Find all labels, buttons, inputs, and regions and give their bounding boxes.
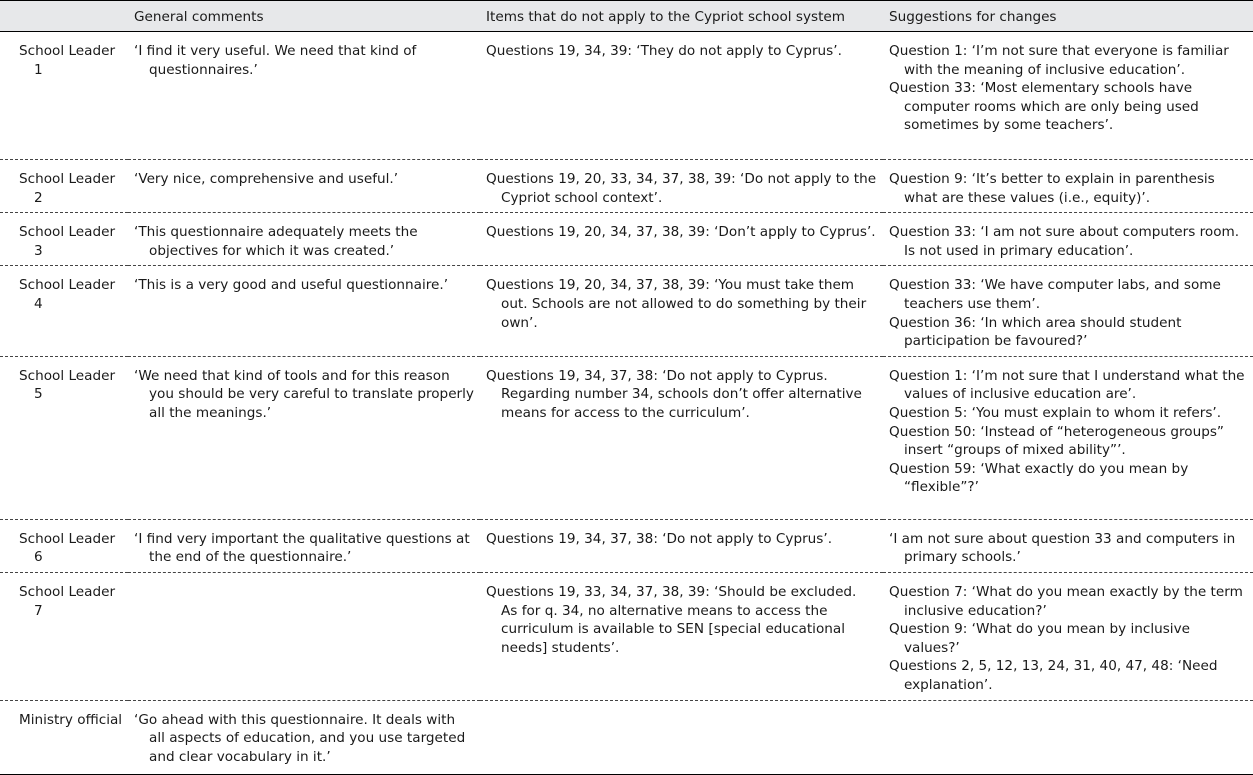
- table-body: [0, 32, 1253, 775]
- respondent-cell: [0, 32, 128, 160]
- general-comment-cell: [128, 160, 480, 213]
- suggestion-item: Question 5: ‘You must explain to whom it refers’.: [889, 404, 1222, 421]
- items-cell-text: Questions 19, 33, 34, 37, 38, 39: ‘Should be excluded. As for q. 34, no alternative means to access the curriculum is available to SEN [special educational needs] students’.: [486, 583, 857, 656]
- general-comment-cell: [128, 213, 480, 266]
- items-cell-text: Questions 19, 34, 37, 38: ‘Do not apply to Cyprus. Regarding number 34, schools don’t offer alternative means for access to the curriculum’.: [486, 367, 862, 421]
- respondent-cell-text: Ministry official: [19, 711, 123, 728]
- respondent-cell-text: School Leader 2: [19, 171, 116, 206]
- general-comment-cell-text: ‘Very nice, comprehensive and useful.’: [134, 171, 399, 187]
- header-general-comments: General comments: [128, 1, 480, 32]
- items-cell-text: Questions 19, 34, 39: ‘They do not apply to Cyprus’.: [486, 43, 842, 59]
- suggestion-item: Question 36: ‘In which area should student participation be favoured?’: [889, 314, 1182, 350]
- table-row: [0, 32, 1253, 160]
- general-comment-cell: [128, 356, 480, 519]
- items-cell: [480, 572, 883, 700]
- items-cell: [480, 700, 883, 774]
- general-comment-cell-text: ‘I find very important the qualitative questions at the end of the questionnaire.’: [134, 530, 470, 566]
- respondent-cell: [0, 572, 128, 700]
- items-cell-text: Questions 19, 20, 33, 34, 37, 38, 39: ‘Do not apply to the Cypriot school context’.: [486, 171, 877, 206]
- suggestions-cell: [883, 266, 1253, 356]
- respondent-cell: [0, 700, 128, 774]
- header-row: [0, 1, 1253, 32]
- general-comment-cell-text: ‘This is a very good and useful questionnaire.’: [134, 277, 449, 294]
- items-cell-text: Questions 19, 20, 34, 37, 38, 39: ‘Don’t apply to Cyprus’.: [486, 224, 876, 241]
- respondent-cell-text: School Leader 3: [19, 224, 116, 259]
- suggestions-cell: [883, 160, 1253, 213]
- items-cell: [480, 32, 883, 160]
- respondent-cell: [0, 160, 128, 213]
- respondent-cell-text: School Leader 7: [19, 583, 116, 619]
- suggestions-cell: [883, 519, 1253, 572]
- suggestion-item: Question 1: ‘I’m not sure that I understand what the values of inclusive education are’.: [889, 367, 1245, 403]
- respondent-cell-text: School Leader 1: [19, 43, 116, 78]
- respondent-cell-text: School Leader 6: [19, 530, 116, 566]
- general-comment-cell: [128, 519, 480, 572]
- respondent-cell: [0, 356, 128, 519]
- suggestion-item: Question 7: ‘What do you mean exactly by the term inclusive education?’: [889, 583, 1243, 619]
- general-comment-cell: [128, 32, 480, 160]
- table-row: [0, 519, 1253, 572]
- respondent-cell-text: School Leader 5: [19, 367, 116, 403]
- suggestion-item: Question 1: ‘I’m not sure that everyone is familiar with the meaning of inclusive education’.: [889, 43, 1229, 78]
- table-header: [0, 1, 1253, 32]
- suggestions-cell: [883, 32, 1253, 160]
- items-cell-text: Questions 19, 20, 34, 37, 38, 39: ‘You must take them out. Schools are not allowed to do something by their own’.: [486, 277, 867, 331]
- items-cell: [480, 519, 883, 572]
- general-comment-cell-text: ‘I find it very useful. We need that kind of questionnaires.’: [134, 43, 417, 78]
- table-row: [0, 700, 1253, 774]
- header-suggestions: Suggestions for changes: [883, 1, 1253, 32]
- suggestion-item: Question 33: ‘We have computer labs, and some teachers use them’.: [889, 277, 1221, 312]
- items-cell: [480, 160, 883, 213]
- suggestion-item: Question 50: ‘Instead of “heterogeneous groups” insert “groups of mixed ability”’.: [889, 423, 1224, 459]
- items-cell-text: Questions 19, 34, 37, 38: ‘Do not apply to Cyprus’.: [486, 530, 833, 547]
- table-row: [0, 213, 1253, 266]
- general-comment-cell-text: ‘Go ahead with this questionnaire. It deals with all aspects of education, and you use targeted and clear vocabulary in it.’: [134, 711, 466, 765]
- suggestion-item: Question 33: ‘Most elementary schools have computer rooms which are only being used sometimes by some teachers’.: [889, 80, 1199, 134]
- suggestion-item: Question 33: ‘I am not sure about computers room. Is not used in primary education’.: [889, 224, 1240, 259]
- suggestion-item: Question 59: ‘What exactly do you mean by “flexible”?’: [889, 460, 1189, 496]
- table-row: [0, 266, 1253, 356]
- respondent-cell: [0, 213, 128, 266]
- respondent-cell-text: School Leader 4: [19, 277, 116, 312]
- table-row: [0, 572, 1253, 700]
- general-comment-cell: [128, 572, 480, 700]
- respondent-cell: [0, 519, 128, 572]
- items-cell: [480, 266, 883, 356]
- items-cell: [480, 356, 883, 519]
- suggestions-cell: [883, 356, 1253, 519]
- suggestion-item: Question 9: ‘It’s better to explain in parenthesis what are these values (i.e., equity)’.: [889, 171, 1215, 206]
- items-cell: [480, 213, 883, 266]
- general-comment-cell-text: ‘We need that kind of tools and for this reason you should be very careful to translate properly all the meanings.’: [134, 367, 474, 421]
- general-comment-cell: [128, 266, 480, 356]
- header-items-not-applicable: Items that do not apply to the Cypriot school system: [480, 1, 883, 32]
- suggestion-item: ‘I am not sure about question 33 and computers in primary schools.’: [889, 530, 1236, 566]
- table-row: [0, 356, 1253, 519]
- respondent-cell: [0, 266, 128, 356]
- header-respondent: [0, 1, 128, 32]
- suggestion-item: Question 9: ‘What do you mean by inclusive values?’: [889, 621, 1190, 656]
- suggestions-cell: [883, 572, 1253, 700]
- suggestions-cell: [883, 213, 1253, 266]
- suggestion-item: Questions 2, 5, 12, 13, 24, 31, 40, 47, 48: ‘Need explanation’.: [889, 658, 1218, 693]
- general-comment-cell: [128, 700, 480, 774]
- table-row: [0, 160, 1253, 213]
- suggestions-cell: [883, 700, 1253, 774]
- general-comment-cell-text: ‘This questionnaire adequately meets the objectives for which it was created.’: [134, 224, 418, 259]
